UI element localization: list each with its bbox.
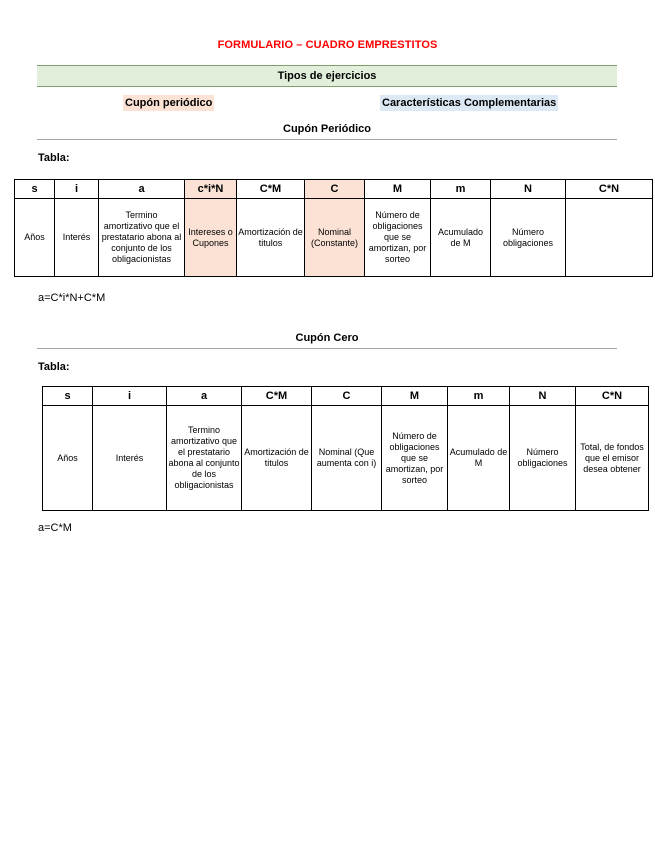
cell-numero-obligaciones: Número obligaciones xyxy=(491,199,566,277)
table-row xyxy=(15,199,653,277)
section-title-cupon-cero: Cupón Cero xyxy=(37,332,617,349)
header-a: a xyxy=(99,180,185,199)
header-i: i xyxy=(93,387,167,406)
header-c: C xyxy=(305,180,365,199)
table-cupon-periodico xyxy=(14,179,653,277)
header-n: N xyxy=(510,387,576,406)
header-cm: C*M xyxy=(237,180,305,199)
type-caracteristicas-complementarias: Características Complementarias xyxy=(382,97,557,109)
tabla-label-periodico: Tabla: xyxy=(38,152,70,164)
cell-anos: Años xyxy=(43,406,93,511)
cell-total-fondos: Total, de fondos que el emisor desea obtener xyxy=(576,406,649,511)
cell-acumulado: Acumulado de M xyxy=(448,406,510,511)
table-header-row xyxy=(15,180,653,199)
header-m-lower: m xyxy=(431,180,491,199)
cell-intereses: Intereses o Cupones xyxy=(185,199,237,277)
header-i: i xyxy=(55,180,99,199)
cell-interes: Interés xyxy=(55,199,99,277)
cell-interes: Interés xyxy=(93,406,167,511)
header-cm: C*M xyxy=(242,387,312,406)
header-a: a xyxy=(167,387,242,406)
formula-cero: a=C*M xyxy=(38,522,72,534)
header-s: s xyxy=(43,387,93,406)
type-cupon-periodico: Cupón periódico xyxy=(125,97,213,109)
cell-amortizacion: Amortización de titulos xyxy=(242,406,312,511)
cell-numero-amortizan: Número de obligaciones que se amortizan, por sorteo xyxy=(365,199,431,277)
types-header-band: Tipos de ejercicios xyxy=(37,65,617,87)
cell-nominal: Nominal (Constante) xyxy=(305,199,365,277)
cell-nominal: Nominal (Que aumenta con i) xyxy=(312,406,382,511)
header-s: s xyxy=(15,180,55,199)
cell-numero-amortizan: Número de obligaciones que se amortizan, por sorteo xyxy=(382,406,448,511)
header-m-upper: M xyxy=(365,180,431,199)
header-m-upper: M xyxy=(382,387,448,406)
document-title: FORMULARIO – CUADRO EMPRESTITOS xyxy=(217,39,438,51)
header-cn: C*N xyxy=(576,387,649,406)
cell-acumulado: Acumulado de M xyxy=(431,199,491,277)
table-row xyxy=(43,406,649,511)
formula-periodico: a=C*i*N+C*M xyxy=(38,292,106,304)
cell-termino: Termino amortizativo que el prestatario abona al conjunto de los obligacionistas xyxy=(167,406,242,511)
cell-termino: Termino amortizativo que el prestatario abona al conjunto de los obligacionistas xyxy=(99,199,185,277)
header-n: N xyxy=(491,180,566,199)
cell-amortizacion: Amortización de titulos xyxy=(237,199,305,277)
header-c: C xyxy=(312,387,382,406)
header-cin: c*i*N xyxy=(185,180,237,199)
cell-numero-obligaciones: Número obligaciones xyxy=(510,406,576,511)
cell-anos: Años xyxy=(15,199,55,277)
table-cupon-cero xyxy=(42,386,649,511)
tabla-label-cero: Tabla: xyxy=(38,361,70,373)
header-m-lower: m xyxy=(448,387,510,406)
cell-cn-empty xyxy=(566,199,653,277)
section-title-cupon-periodico: Cupón Periódico xyxy=(37,123,617,140)
header-cn: C*N xyxy=(566,180,653,199)
table-header-row xyxy=(43,387,649,406)
